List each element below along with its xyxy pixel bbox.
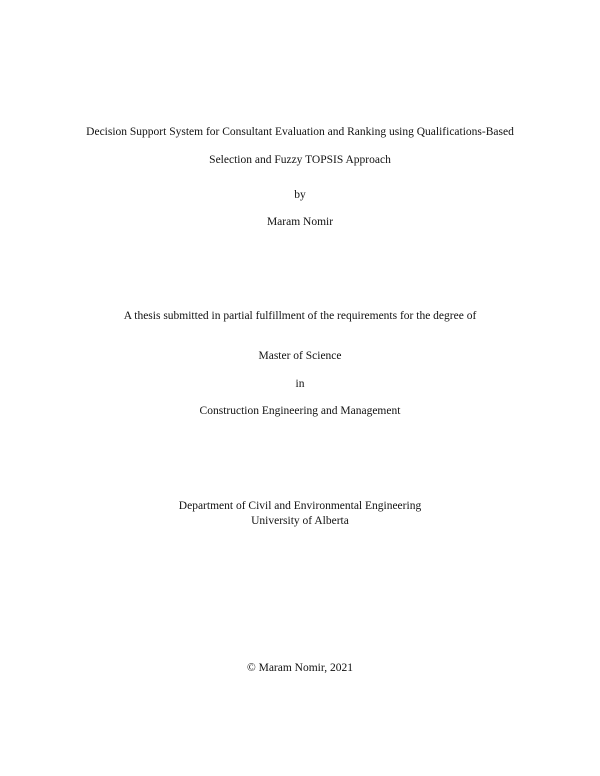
degree-name: Master of Science	[258, 350, 342, 362]
in-text: in	[295, 378, 305, 390]
department-name: Department of Civil and Environmental Engineering	[178, 500, 422, 512]
program-name: Construction Engineering and Management	[199, 405, 401, 417]
copyright-notice: © Maram Nomir, 2021	[246, 662, 353, 674]
by-text: by	[294, 189, 306, 201]
university-name: University of Alberta	[251, 515, 349, 527]
author-name: Maram Nomir	[266, 216, 334, 228]
submission-statement: A thesis submitted in partial fulfillment of the requirements for the degree of	[123, 310, 477, 322]
thesis-title-line-1: Decision Support System for Consultant Evaluation and Ranking using Qualifications-Based	[86, 126, 514, 138]
thesis-title-line-2: Selection and Fuzzy TOPSIS Approach	[209, 154, 391, 166]
